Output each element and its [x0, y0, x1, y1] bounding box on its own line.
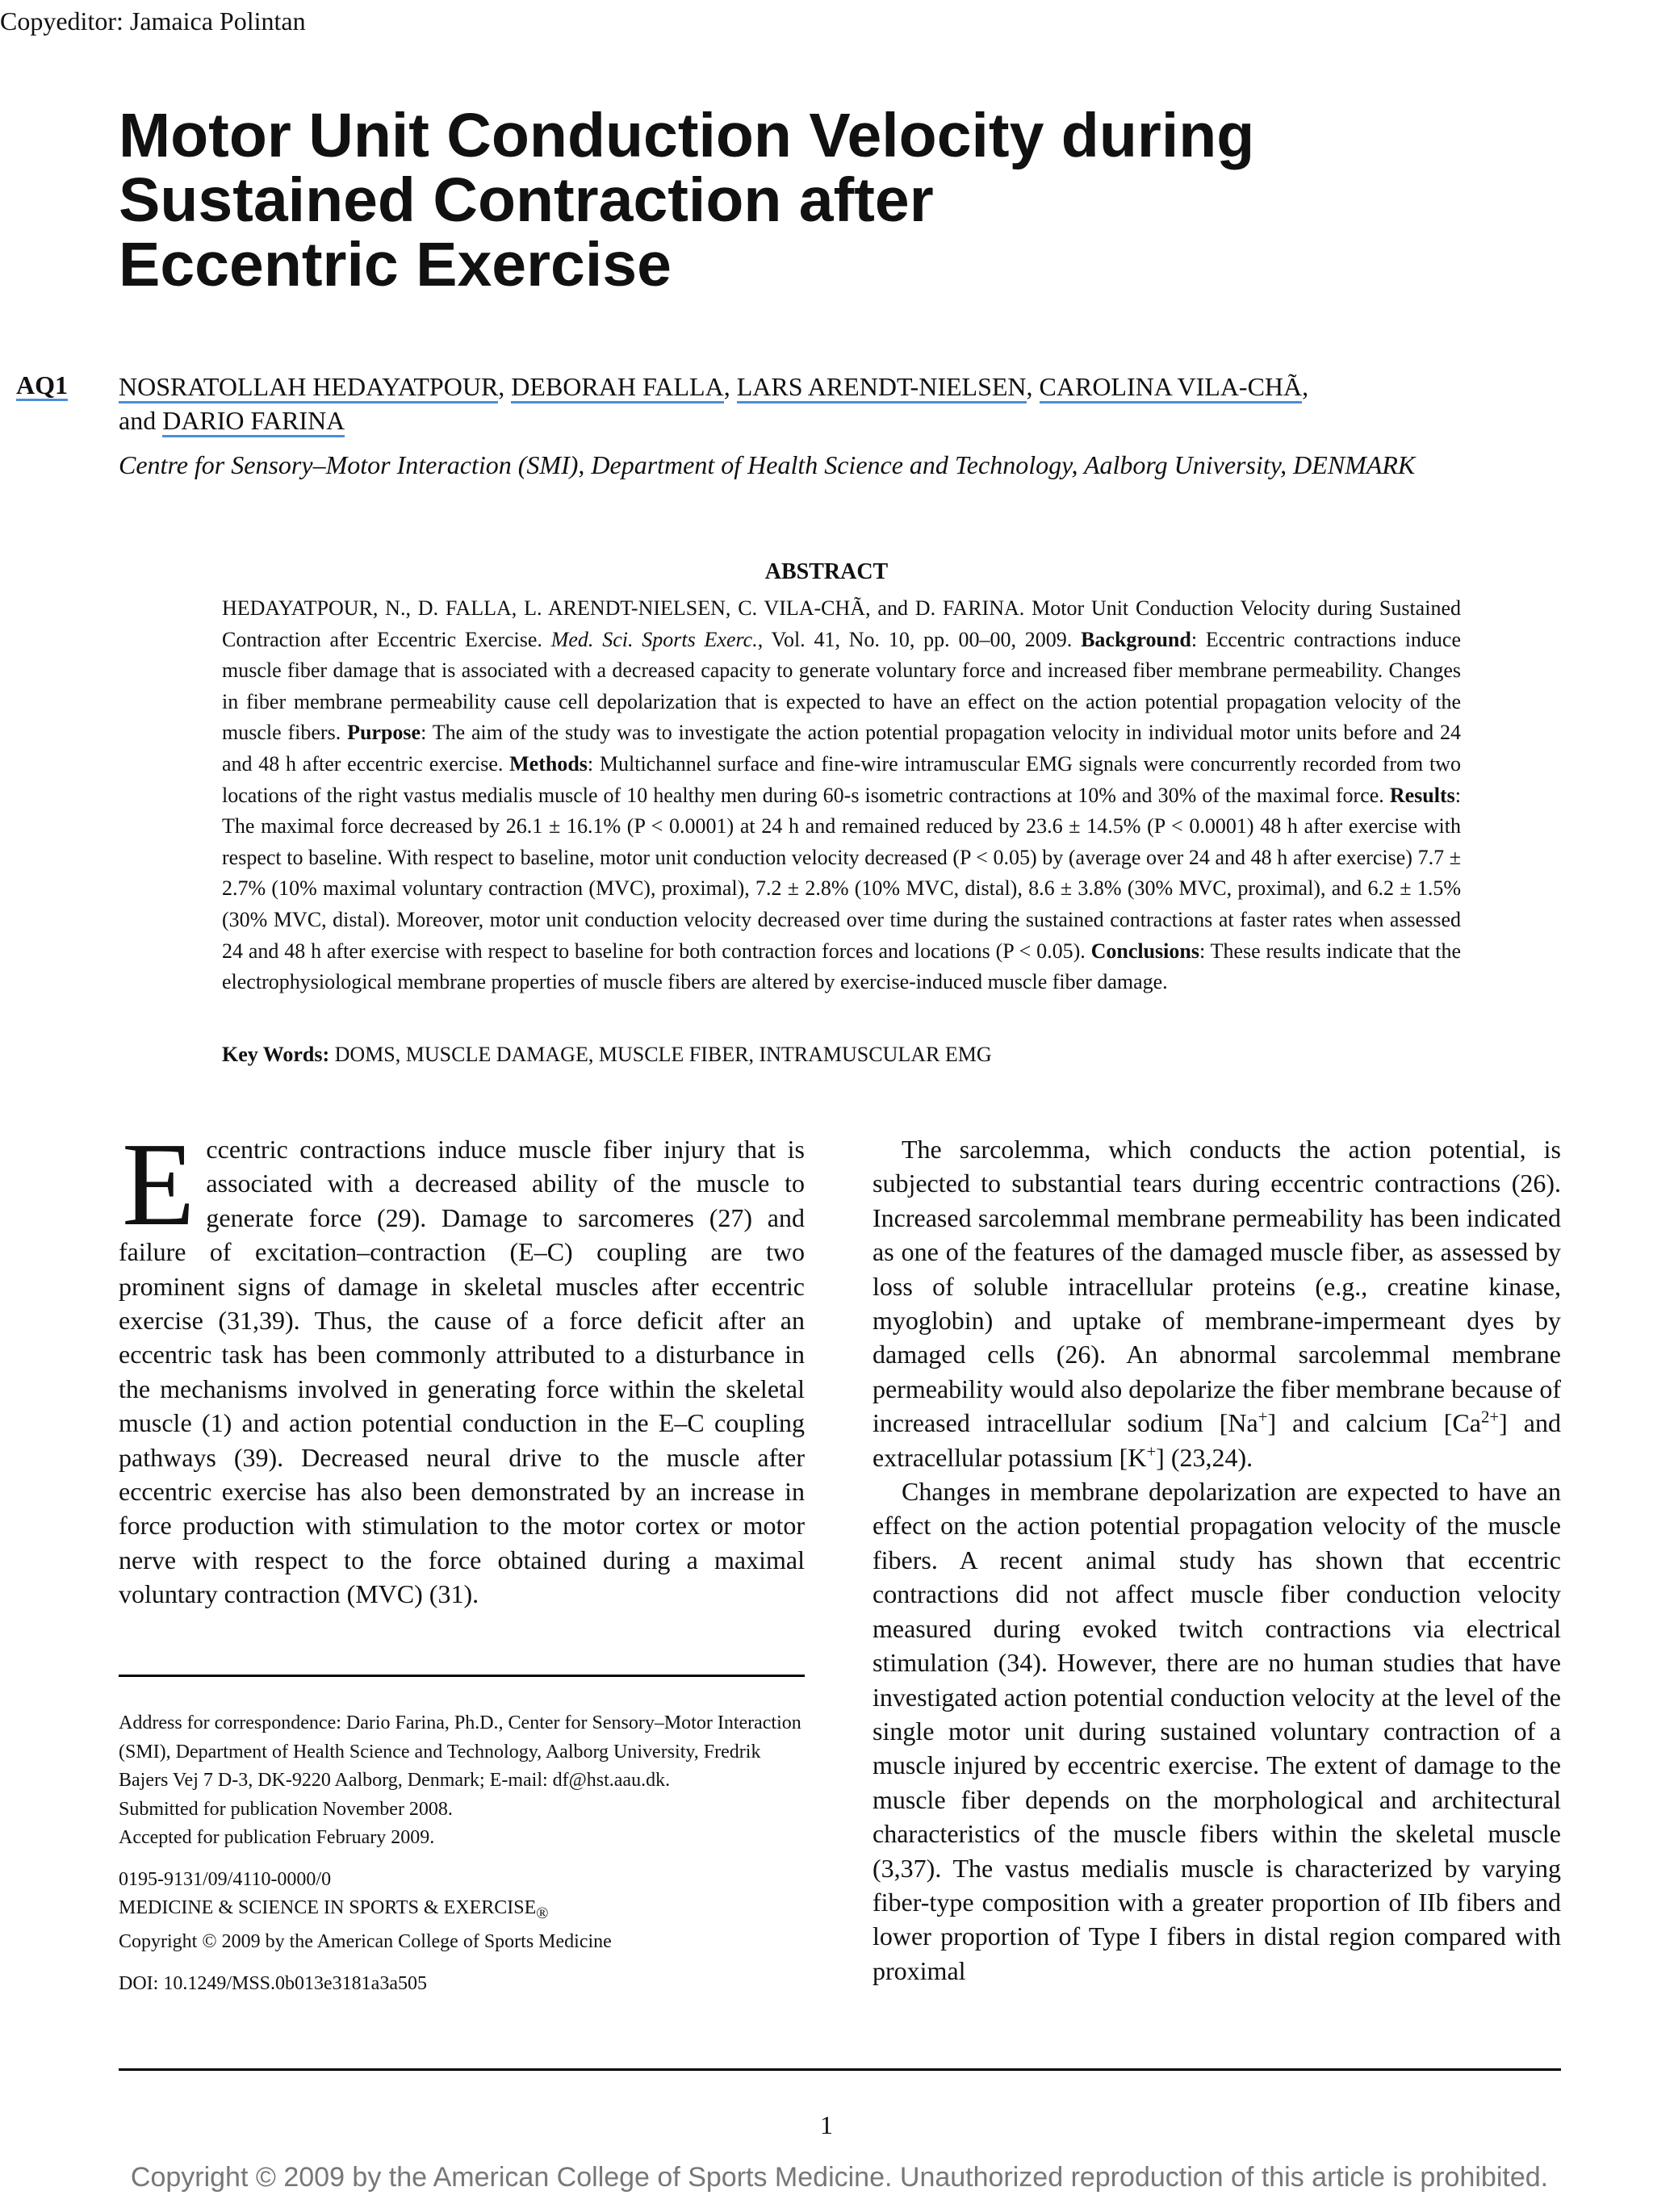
purpose-label: Purpose: [347, 721, 421, 745]
text-run: ] (23,24).: [1156, 1442, 1253, 1472]
text-run: ] and extracellular potassium [K: [873, 1408, 1561, 1472]
intro-paragraph: [119, 1119, 805, 1612]
superscript: +: [1146, 1442, 1157, 1461]
conclusions-text: : These results indicate that the electrophysiological membrane properties of muscle fibers are altered by exercise-induced muscle fiber damage.: [222, 939, 1461, 994]
issn: 0195-9131/09/4110-0000/0: [119, 1868, 332, 1890]
title-line: Motor Unit Conduction Velocity during: [119, 101, 1255, 170]
superscript: +: [1258, 1407, 1268, 1427]
background-label: Background: [1081, 627, 1191, 651]
results-text: : The maximal force decreased by 26.1 ± 16.1% (P < 0.0001) at 24 h and remained reduced by 23.6 ± 14.5% (P < 0.0001) 48 h after exercise with respect to baseline. With respect to baseline, motor unit conduction velocity decreased (P < 0.05) by (average over 24 and 48 h after exercise) 7.7 ± 2.7% (10% maximal voluntary contraction (MVC), proximal), 7.2 ± 2.8% (10% MVC, distal), 8.6 ± 3.8% (30% MVC, proximal), and 6.2 ± 1.5% (30% MVC, distal). Moreover, motor unit conduction velocity decreased over time during the sustained contractions at faster rates when assessed 24 and 48 h after exercise with respect to baseline for both contraction forces and locations (P < 0.05).: [222, 783, 1461, 963]
journal-name: [119, 1894, 805, 1928]
copyright-line: Copyright © 2009 by the American College of Sports Medicine: [119, 1931, 612, 1953]
author-list: NOSRATOLLAH HEDAYATPOUR, DEBORAH FALLA, LARS ARENDT-NIELSEN, CAROLINA VILA-CHÃ, and DARIO FARINA: [119, 370, 1571, 437]
paragraph-text: ccentric contractions induce muscle fiber injury that is associated with a decreased ability of the muscle to generate force (29). Damage to sarcomeres (27) and failure of excitation–contraction (E–C) coupling are two prominent signs of damage in skeletal muscles after eccentric exercise (31,39). Thus, the cause of a force deficit after an eccentric task has been commonly attributed to a disturbance in the mechanisms involved in generating force within the skeletal muscle (1) and action potential conduction in the E–C coupling pathways (39). Decreased neural drive to the muscle after eccentric exercise has also been demonstrated by an increase in force production with stimulation to the motor cortex or motor nerve with respect to the force obtained during a maximal voluntary contraction (MVC) (31).: [119, 1135, 805, 1609]
footnote-divider: [119, 1675, 805, 1677]
submitted-date: Submitted for publication November 2008.: [119, 1798, 453, 1820]
author-name[interactable]: LARS ARENDT-NIELSEN: [737, 372, 1027, 404]
title-line: Eccentric Exercise: [119, 230, 672, 299]
author-name[interactable]: DARIO FARINA: [162, 406, 345, 437]
correspondence-footnote: [119, 1709, 805, 1998]
page-divider: [119, 2068, 1561, 2071]
journal-abbrev: Med. Sci. Sports Exerc.: [550, 627, 758, 651]
copyright-banner: Copyright © 2009 by the American College of Sports Medicine. Unauthorized reproduction of this article is prohibited.: [130, 2162, 1549, 2193]
abstract-citation-end: , Vol. 41, No. 10, pp. 00–00, 2009.: [757, 627, 1082, 651]
abstract-body: [222, 593, 1461, 998]
conclusions-label: Conclusions: [1090, 939, 1199, 963]
author-query-tag[interactable]: AQ1: [16, 370, 68, 399]
page-number: 1: [820, 2110, 833, 2139]
paragraph: [873, 1132, 1561, 1474]
title-line: Sustained Contraction after: [119, 165, 934, 235]
copyeditor-note: Copyeditor: Jamaica Polintan: [0, 6, 306, 36]
superscript: 2+: [1480, 1407, 1500, 1427]
abstract-citation: HEDAYATPOUR, N., D. FALLA, L. ARENDT-NIELSEN, C. VILA-CHÃ, and D. FARINA. Motor Unit Conduction Velocity during Sustained Contraction after Eccentric Exercise.: [222, 596, 1461, 651]
abstract-heading: ABSTRACT: [764, 559, 889, 584]
keywords-label: Key Words:: [222, 1043, 330, 1066]
purpose-text: : The aim of the study was to investigate the action potential propagation velocity in individual motor units before and 24 and 48 h after eccentric exercise.: [222, 721, 1462, 776]
article-title: [119, 103, 1571, 297]
methods-label: Methods: [509, 751, 588, 776]
journal-name-text: MEDICINE & SCIENCE IN SPORTS & EXERCISE: [119, 1897, 537, 1918]
text-run: The sarcolemma, which conducts the action potential, is subjected to substantial tears during eccentric contractions (26). Increased sarcolemmal membrane permeability has been indicated as one of the features of the damaged muscle fiber, as assessed by loss of soluble intracellular proteins (e.g., creatine kinase, myoglobin) and uptake of membrane-impermeant dyes by damaged cells (26). An abnormal sarcolemmal membrane permeability would also depolarize the fiber membrane because of increased intracellular sodium [Na: [873, 1135, 1561, 1438]
text-run: ] and calcium [Ca: [1267, 1408, 1481, 1438]
drop-cap: E: [122, 1119, 195, 1251]
body-column-left: [119, 1119, 805, 1612]
registered-mark: ®: [536, 1904, 549, 1922]
paragraph: Changes in membrane depolarization are expected to have an effect on the action potential propagation velocity of the muscle fibers. A recent animal study has shown that eccentric contractions did not affect muscle fiber conduction velocity measured during evoked twitch contractions via electrical stimulation (34). However, there are no human studies that have investigated action potential conduction velocity at the level of the single motor unit during sustained voluntary contraction of a muscle injured by eccentric exercise. The extent of damage to the muscle fiber depends on the morphological and architectural characteristics of the muscle fibers within the skeletal muscle (3,37). The vastus medialis muscle is characterized by varying fiber-type composition with a greater proportion of IIb fibers and lower proportion of Type I fibers in distal region compared with proximal: [873, 1477, 1561, 1985]
doi: DOI: 10.1249/MSS.0b013e3181a3a505: [119, 1972, 427, 1994]
keywords-text: DOMS, MUSCLE DAMAGE, MUSCLE FIBER, INTRAMUSCULAR EMG: [329, 1043, 992, 1066]
methods-text: : Multichannel surface and fine-wire intramuscular EMG signals were concurrently recorded from two locations of the right vastus medialis muscle of 10 healthy men during 60-s isometric contractions at 10% and 30% of the maximal force.: [222, 751, 1461, 807]
accepted-date: Accepted for publication February 2009.: [119, 1827, 435, 1848]
background-text: : Eccentric contractions induce muscle fiber damage that is associated with a decreased capacity to generate voluntary force and increased fiber membrane permeability. Changes in fiber membrane permeability cause cell depolarization that is expected to have an effect on the action potential propagation velocity of the muscle fibers.: [222, 627, 1461, 745]
key-words: [222, 1043, 1461, 1067]
address: Address for correspondence: Dario Farina, Ph.D., Center for Sensory–Motor Interaction (SMI), Department of Health Science and Technology, Aalborg University, Fredrik Bajers Vej 7 D-3, DK-9220 Aalborg, Denmark; E-mail: df@hst.aau.dk.: [119, 1712, 801, 1791]
results-label: Results: [1389, 783, 1455, 807]
author-name[interactable]: CAROLINA VILA-CHÃ: [1040, 372, 1303, 404]
affiliation: Centre for Sensory–Motor Interaction (SMI), Department of Health Science and Technology, Aalborg University, DENMARK: [119, 450, 1416, 479]
body-column-right: [873, 1132, 1561, 1988]
author-name[interactable]: DEBORAH FALLA: [511, 372, 723, 404]
author-name[interactable]: NOSRATOLLAH HEDAYATPOUR: [119, 372, 498, 404]
